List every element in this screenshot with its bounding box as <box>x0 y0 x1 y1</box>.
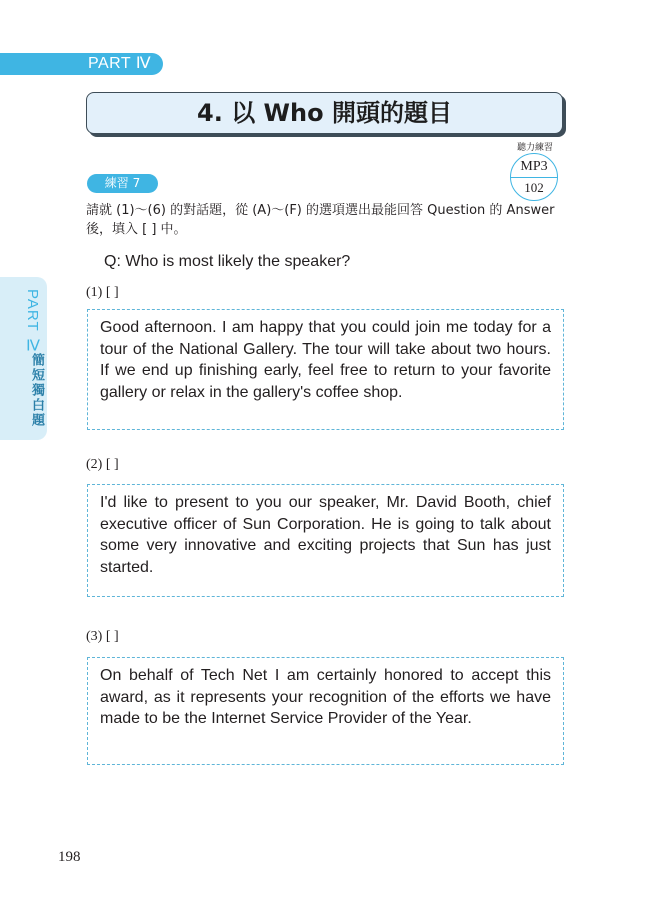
section-title: 4. 以 Who 開頭的題目 <box>86 92 563 134</box>
mp3-badge <box>510 153 558 201</box>
side-part-label: PART Ⅳ <box>24 289 41 356</box>
exercise-instruction: 請就 (1)～(6) 的對話題，從 (A)～(F) 的選項選出最能回答 Question 的 Answer 後，填入 [ ] 中。 <box>86 203 555 237</box>
exercise-label: 練習 7 <box>87 174 158 193</box>
mp3-label: MP3 <box>520 159 548 174</box>
passage-1: Good afternoon. I am happy that you could join me today for a tour of the National Gallery. The tour will take about two hours. If we end up finishing early, feel free to return to your favorite gallery or relax in the gallery's coffee shop. <box>87 309 564 430</box>
audio-caption: 聽力練習 <box>516 143 553 153</box>
side-chapter-label: 簡短獨白題 <box>29 353 44 428</box>
part-tab: PART Ⅳ <box>0 53 163 75</box>
answer-blank-1[interactable]: (1) [ ] <box>86 285 119 300</box>
side-chapter-tab <box>0 277 47 440</box>
answer-blank-3[interactable]: (3) [ ] <box>86 629 119 644</box>
passage-3: On behalf of Tech Net I am certainly honored to accept this award, as it represents your recognition of the efforts we have made to be the Internet Service Provider of the Year. <box>87 657 564 765</box>
page-number: 198 <box>58 849 81 865</box>
question-text: Q: Who is most likely the speaker? <box>104 253 351 270</box>
passage-2: I'd like to present to you our speaker, Mr. David Booth, chief executive officer of Sun Corporation. He is going to talk about some very innovative and exciting projects that Sun has just started. <box>87 484 564 597</box>
mp3-track-number: 102 <box>524 180 544 195</box>
answer-blank-2[interactable]: (2) [ ] <box>86 457 119 472</box>
mp3-divider <box>511 177 557 178</box>
